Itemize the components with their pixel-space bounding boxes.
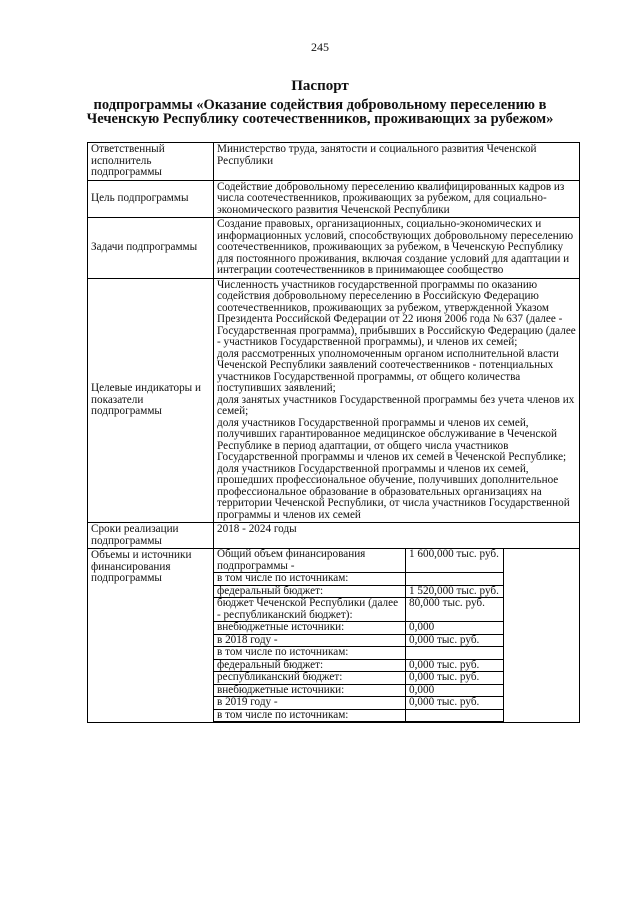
financing-item-value: 1 600,000 тыс. руб. (406, 549, 504, 573)
financing-item-value: 0,000 тыс. руб. (406, 659, 504, 672)
indicators-label: Целевые индикаторы и показатели подпрограммы (88, 278, 214, 523)
financing-value (214, 549, 580, 723)
financing-item-label: внебюджетные источники: (214, 684, 406, 697)
financing-row (214, 709, 504, 722)
financing-item-label: в 2018 году - (214, 634, 406, 647)
financing-item-label: федеральный бюджет: (214, 659, 406, 672)
financing-item-value: 0,000 тыс. руб. (406, 697, 504, 710)
financing-item-value: 0,000 тыс. руб. (406, 634, 504, 647)
financing-item-value: 1 520,000 тыс. руб. (406, 585, 504, 598)
financing-item-value (406, 573, 504, 586)
financing-row (214, 549, 504, 573)
financing-table (214, 549, 504, 722)
financing-item-value: 0,000 (406, 622, 504, 635)
document-title: Паспорт (291, 78, 349, 94)
row-indicators (88, 278, 580, 523)
row-tasks (88, 218, 580, 279)
indicator-paragraph: доля участников Государственной программы и членов их семей, получивших гарантированное медицинское обслуживание в Чеченской Республике в период адаптации, от общего числа участников Государственной программы и членов их семей в Чеченской Республике; (217, 416, 567, 463)
financing-item-value (406, 709, 504, 722)
indicator-paragraph: доля рассмотренных уполномоченным органом исполнительной власти Чеченской Республики заявлений соотечественников - потенциальных участников Государственной программы, от общего количества поступивших заявлений; (217, 347, 559, 394)
financing-item-label: в 2019 году - (214, 697, 406, 710)
financing-item-label: в том числе по источникам: (214, 573, 406, 586)
financing-row (214, 598, 504, 622)
financing-row (214, 647, 504, 660)
financing-item-label: федеральный бюджет: (214, 585, 406, 598)
indicator-paragraph: Численность участников государственной программы по оказанию содействия добровольному переселению в Российскую Федерацию соотечественников, проживающих за рубежом, утвержденной Указом Президента Российской Федерации от 22 июня 2006 года № 637 (далее - Государственная программа), прибывших в Российскую Федерацию (далее - участников Государственной программы), и членов их семей; (217, 278, 576, 348)
financing-item-value: 0,000 тыс. руб. (406, 672, 504, 685)
financing-item-value: 80,000 тыс. руб. (406, 598, 504, 622)
financing-row (214, 672, 504, 685)
row-goal (88, 180, 580, 218)
financing-item-value: 0,000 (406, 684, 504, 697)
financing-item-label: в том числе по источникам: (214, 709, 406, 722)
financing-row (214, 659, 504, 672)
page-number: 245 (311, 40, 329, 54)
financing-item-label: Общий объем финансирования подпрограммы - (214, 549, 406, 573)
financing-row (214, 573, 504, 586)
goal-label: Цель подпрограммы (88, 180, 214, 218)
row-executor (88, 143, 580, 181)
financing-item-label: республиканский бюджет: (214, 672, 406, 685)
financing-row (214, 585, 504, 598)
goal-value: Содействие добровольному переселению квалифицированных кадров из числа соотечественников, проживающих за рубежом, для социально-экономического развития Чеченской Республики (214, 180, 580, 218)
row-financing (88, 549, 580, 723)
terms-value: 2018 - 2024 годы (214, 523, 580, 549)
indicator-paragraph: доля участников Государственной программы и членов их семей, прошедших профессиональное обучение, получивших дополнительное профессиональное образование в образовательных организациях на территории Чеченской Республики, от числа участников Государственной программы и членов их семей (217, 462, 570, 521)
financing-row (214, 634, 504, 647)
financing-item-label: бюджет Чеченской Республики (далее - республиканский бюджет): (214, 598, 406, 622)
financing-item-label: в том числе по источникам: (214, 647, 406, 660)
document-subtitle: подпрограммы «Оказание содействия добровольному переселению в Чеченскую Республику соотечественников, проживающих за рубежом» (86, 97, 554, 127)
tasks-label: Задачи подпрограммы (88, 218, 214, 279)
terms-label: Сроки реализации подпрограммы (88, 523, 214, 549)
tasks-value: Создание правовых, организационных, социально-экономических и информационных условий, способствующих добровольному переселению соотечественников, проживающих за рубежом, в Чеченскую Республику для постоянного проживания, включая создание условий для адаптации и интеграции соотечественников в принимающее сообщество (214, 218, 580, 279)
executor-label: Ответственный исполнитель подпрограммы (88, 143, 214, 181)
financing-row (214, 684, 504, 697)
financing-item-value (406, 647, 504, 660)
financing-label: Объемы и источники финансирования подпрограммы (88, 549, 214, 723)
financing-row (214, 622, 504, 635)
indicators-value (214, 278, 580, 523)
row-terms (88, 523, 580, 549)
indicator-paragraph: доля занятых участников Государственной программы без учета членов их семей; (217, 393, 575, 417)
financing-row (214, 697, 504, 710)
passport-table (87, 142, 580, 723)
executor-value: Министерство труда, занятости и социального развития Чеченской Республики (214, 143, 580, 181)
financing-item-label: внебюджетные источники: (214, 622, 406, 635)
